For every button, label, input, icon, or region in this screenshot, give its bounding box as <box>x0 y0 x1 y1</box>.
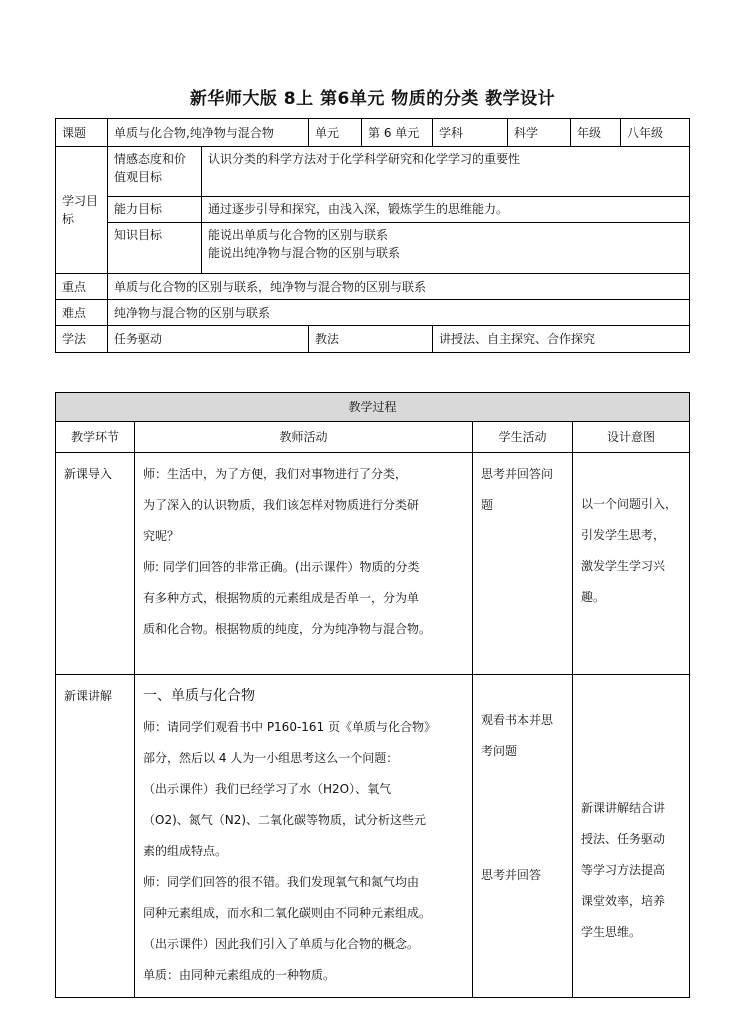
teacher-line: 素的组成特点。 <box>143 844 228 858</box>
teacher-line: 同种元素组成，而水和二氧化碳则由不同种元素组成。 <box>143 906 432 920</box>
intent-line: 课堂效率，培养 <box>581 894 666 908</box>
teacher-line: （出示课件）因此我们引入了单质与化合物的概念。 <box>143 937 420 951</box>
intent-line: 授法、任务驱动 <box>581 832 666 846</box>
teacher-line: 师: 同学们回答的非常正确。(出示课件）物质的分类 <box>143 560 420 574</box>
column-header: 教学环节 <box>56 422 135 453</box>
design-intent <box>573 453 690 675</box>
teacher-line: （O2)、氮气（N2)、二氧化碳等物质，试分析这些元 <box>143 813 427 827</box>
key-point-label: 重点 <box>56 274 108 300</box>
objective-content <box>202 147 690 197</box>
column-header: 设计意图 <box>573 422 690 453</box>
student-line: 考问题 <box>481 744 518 758</box>
objective-name: 能力目标 <box>108 197 202 223</box>
subject-value: 科学 <box>508 119 571 147</box>
grade-value: 八年级 <box>621 119 690 147</box>
objective-row <box>56 197 690 223</box>
method-label: 学法 <box>56 326 108 353</box>
student-line: 思考并回答 <box>481 868 542 882</box>
objective-line: 能说出单质与化合物的区别与联系 <box>208 228 389 242</box>
teacher-line: 有多种方式，根据物质的元素组成是否单一，分为单 <box>143 591 420 605</box>
grade-label: 年级 <box>571 119 621 147</box>
objective-content <box>202 223 690 274</box>
teacher-line: 单质：由同种元素组成的一种物质。 <box>143 968 336 982</box>
intent-line: 激发学生学习兴 <box>581 559 666 573</box>
objective-line: 能说出纯净物与混合物的区别与联系 <box>208 246 401 260</box>
column-header: 教师活动 <box>135 422 473 453</box>
objective-line: 通过逐步引导和探究，由浅入深，锻炼学生的思维能力。 <box>208 202 509 216</box>
teacher-line: 质和化合物。根据物质的纯度，分为纯净物与混合物。 <box>143 622 432 636</box>
objective-line: 认识分类的科学方法对于化学科学研究和化学学习的重要性 <box>208 152 521 166</box>
teacher-line: 为了深入的认识物质，我们该怎样对物质进行分类研 <box>143 498 420 512</box>
objective-content <box>202 197 690 223</box>
difficulty-label: 难点 <box>56 300 108 326</box>
objectives-label: 学习目标 <box>56 147 108 274</box>
subject-label: 学科 <box>433 119 508 147</box>
teacher-line: 师：请同学们观看书中 P160-161 页《单质与化合物》 <box>143 720 437 734</box>
teacher-activity <box>135 453 473 675</box>
unit-value: 第 6 单元 <box>362 119 433 147</box>
column-header: 学生活动 <box>473 422 573 453</box>
objective-row <box>56 223 690 274</box>
process-column-headers <box>56 422 690 453</box>
lesson-info-table <box>55 118 690 353</box>
process-header: 教学过程 <box>56 393 690 422</box>
unit-label: 单元 <box>309 119 362 147</box>
teacher-line: 师：同学们回答的很不错。我们发现氧气和氮气均由 <box>143 875 420 889</box>
key-point-value: 单质与化合物的区别与联系，纯净物与混合物的区别与联系 <box>108 274 690 300</box>
student-line: 题 <box>481 498 494 512</box>
teacher-line: 师：生活中，为了方便，我们对事物进行了分类， <box>143 467 408 481</box>
method-row <box>56 326 690 353</box>
objective-name: 知识目标 <box>108 223 202 274</box>
intent-line: 引发学生思考， <box>581 528 666 542</box>
difficulty-value: 纯净物与混合物的区别与联系 <box>108 300 690 326</box>
student-line: 思考并回答问 <box>481 467 554 481</box>
student-line: 观看书本并思 <box>481 713 554 727</box>
difficulty-row <box>56 300 690 326</box>
topic-row <box>56 119 690 147</box>
teach-method-value: 讲授法、自主探究、合作探究 <box>433 326 690 353</box>
intent-line: 以一个问题引入， <box>581 497 678 511</box>
intent-line: 等学习方法提高 <box>581 863 666 877</box>
method-value: 任务驱动 <box>108 326 309 353</box>
student-activity <box>473 453 573 675</box>
process-row <box>56 675 690 998</box>
teach-method-label: 教法 <box>309 326 433 353</box>
objective-name: 情感态度和价值观目标 <box>108 147 202 197</box>
teacher-line: （出示课件）我们已经学习了水（H2O）、氧气 <box>143 782 392 796</box>
intent-line: 趣。 <box>581 590 606 604</box>
student-activity <box>473 675 573 998</box>
teacher-line: 部分，然后以 4 人为一小组思考这么一个问题： <box>143 751 399 765</box>
stage-cell: 新课讲解 <box>56 675 135 998</box>
key-point-row <box>56 274 690 300</box>
section-heading: 一、单质与化合物 <box>143 688 255 704</box>
process-row <box>56 453 690 675</box>
teacher-activity <box>135 675 473 998</box>
intent-line: 学生思维。 <box>581 925 642 939</box>
topic-label: 课题 <box>56 119 108 147</box>
objective-row <box>56 147 690 197</box>
design-intent <box>573 675 690 998</box>
teacher-line: 究呢？ <box>143 529 180 543</box>
stage-cell: 新课导入 <box>56 453 135 675</box>
topic-value: 单质与化合物,纯净物与混合物 <box>108 119 309 147</box>
intent-line: 新课讲解结合讲 <box>581 801 666 815</box>
page-title: 新华师大版 8上 第6单元 物质的分类 教学设计 <box>189 89 556 109</box>
teaching-process-table <box>55 392 690 998</box>
